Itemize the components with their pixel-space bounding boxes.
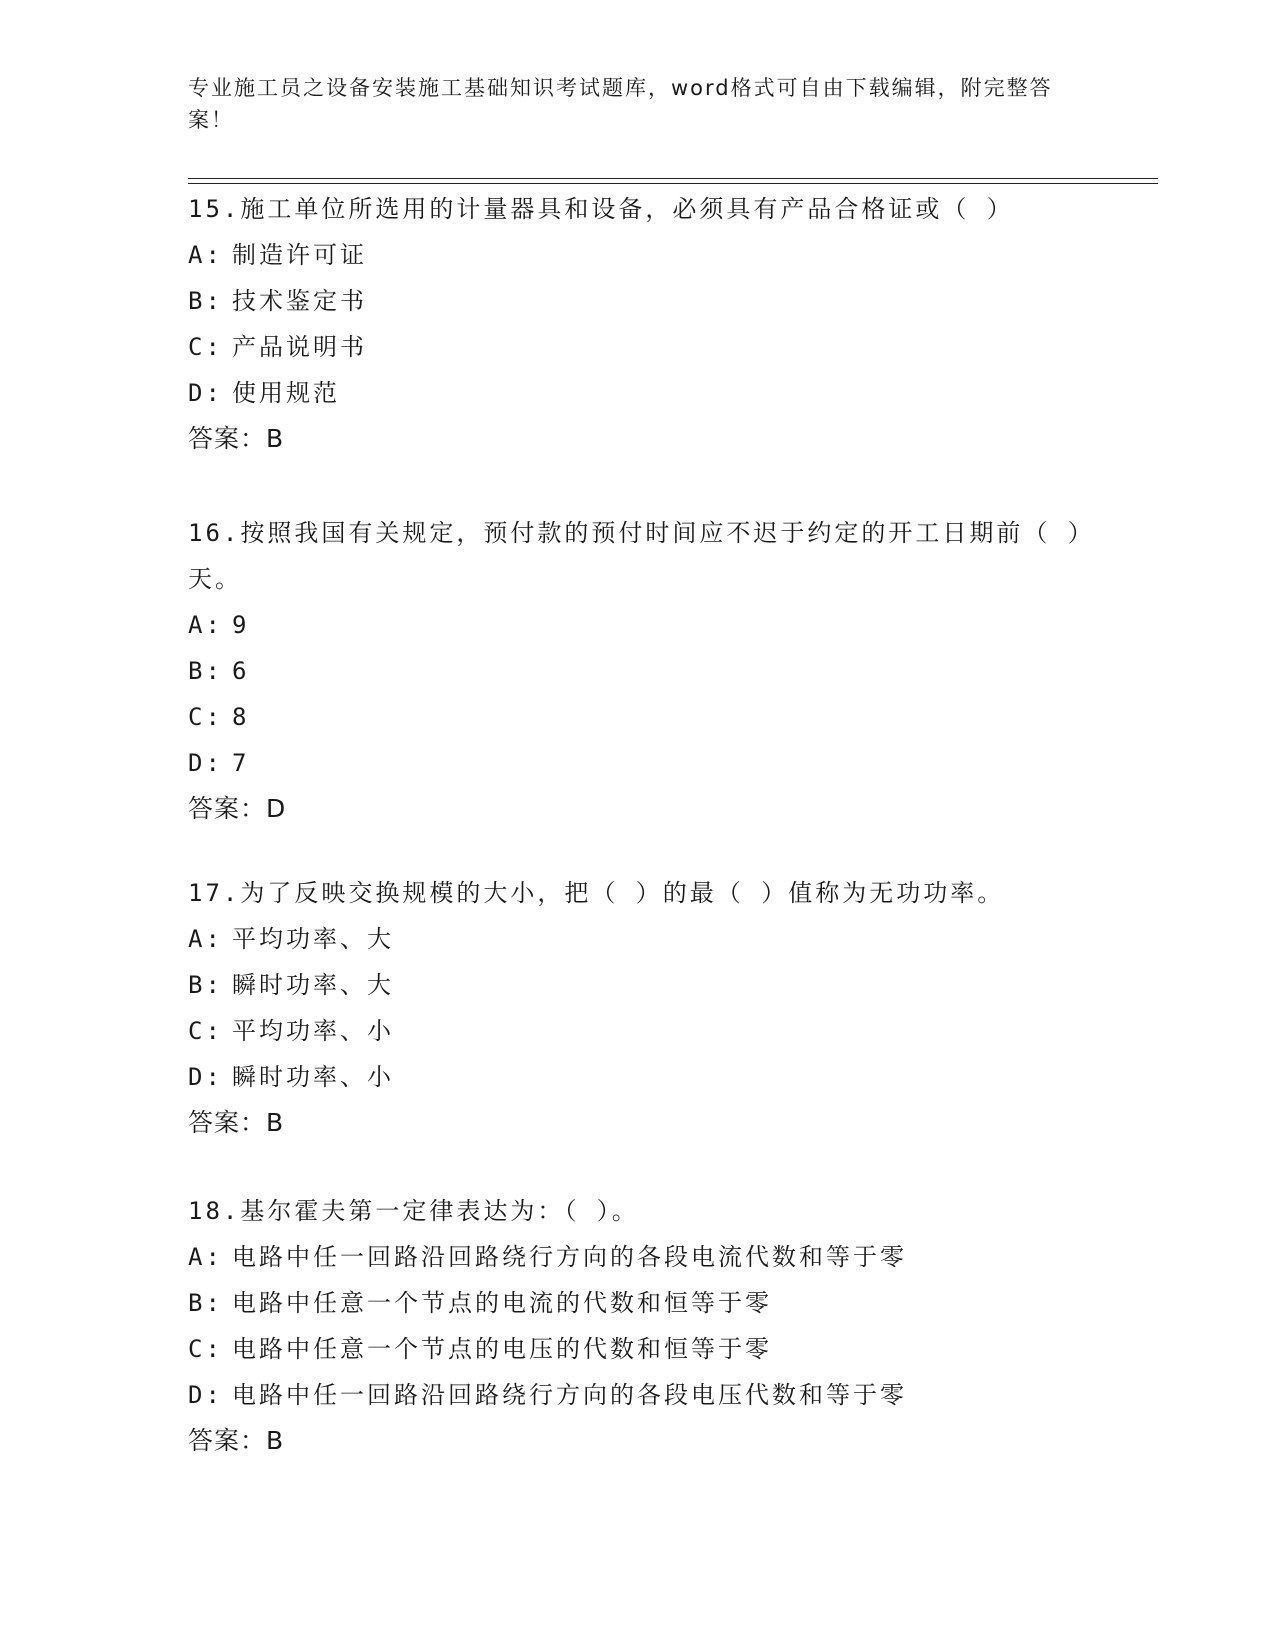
option-key: C:: [188, 1017, 223, 1045]
option-key: C:: [188, 333, 223, 361]
option-text: 8: [232, 703, 250, 731]
option-a: [188, 916, 1088, 962]
question-16: [188, 510, 1088, 832]
option-text: 6: [232, 657, 250, 685]
option-key: B:: [188, 657, 223, 685]
option-key: A:: [188, 1243, 223, 1271]
option-key: B:: [188, 971, 223, 999]
question-17: [188, 870, 1088, 1146]
answer-line: 答案：B: [188, 424, 285, 453]
option-text: 技术鉴定书: [232, 287, 367, 315]
option-key: D:: [188, 379, 223, 407]
option-key: D:: [188, 1381, 223, 1409]
option-c: [188, 1326, 1088, 1372]
option-text: 7: [232, 749, 250, 777]
question-stem: 16.按照我国有关规定，预付款的预付时间应不迟于约定的开工日期前（ ）天。: [188, 519, 1083, 593]
option-key: B:: [188, 287, 223, 315]
option-key: C:: [188, 1335, 223, 1363]
option-key: B:: [188, 1289, 223, 1317]
header-divider-top: [188, 178, 1158, 179]
option-text: 平均功率、大: [232, 925, 394, 953]
option-text: 电路中任意一个节点的电压的代数和恒等于零: [232, 1335, 772, 1363]
answer-line: 答案：B: [188, 1426, 285, 1455]
option-text: 电路中任意一个节点的电流的代数和恒等于零: [232, 1289, 772, 1317]
option-text: 瞬时功率、小: [232, 1063, 394, 1091]
option-c: [188, 694, 1088, 740]
option-key: A:: [188, 241, 223, 269]
option-key: D:: [188, 1063, 223, 1091]
option-text: 电路中任一回路沿回路绕行方向的各段电流代数和等于零: [232, 1243, 907, 1271]
option-b: [188, 278, 1088, 324]
option-b: [188, 962, 1088, 1008]
option-d: [188, 740, 1088, 786]
option-text: 使用规范: [232, 379, 340, 407]
question-15: [188, 186, 1088, 462]
option-c: [188, 1008, 1088, 1054]
option-c: [188, 324, 1088, 370]
option-key: D:: [188, 749, 223, 777]
option-text: 电路中任一回路沿回路绕行方向的各段电压代数和等于零: [232, 1381, 907, 1409]
option-d: [188, 1372, 1088, 1418]
option-text: 平均功率、小: [232, 1017, 394, 1045]
option-text: 制造许可证: [232, 241, 367, 269]
question-stem: 18.基尔霍夫第一定律表达为：（ ）。: [188, 1197, 639, 1225]
question-stem: 17.为了反映交换规模的大小，把（ ）的最（ ）值称为无功功率。: [188, 879, 1005, 907]
answer-line: 答案：B: [188, 1108, 285, 1137]
option-a: [188, 1234, 1088, 1280]
option-text: 瞬时功率、大: [232, 971, 394, 999]
option-d: [188, 1054, 1088, 1100]
header-divider-bottom: [188, 183, 1158, 184]
answer-line: 答案：D: [188, 794, 287, 823]
option-d: [188, 370, 1088, 416]
option-a: [188, 232, 1088, 278]
option-b: [188, 1280, 1088, 1326]
option-b: [188, 648, 1088, 694]
option-key: A:: [188, 611, 223, 639]
question-stem: 15.施工单位所选用的计量器具和设备，必须具有产品合格证或（ ）: [188, 195, 1014, 223]
option-text: 9: [232, 611, 250, 639]
option-key: C:: [188, 703, 223, 731]
question-18: [188, 1188, 1088, 1464]
option-a: [188, 602, 1088, 648]
option-key: A:: [188, 925, 223, 953]
option-text: 产品说明书: [232, 333, 367, 361]
document-header-note: 专业施工员之设备安装施工基础知识考试题库，word格式可自由下载编辑，附完整答案！: [188, 76, 1053, 132]
